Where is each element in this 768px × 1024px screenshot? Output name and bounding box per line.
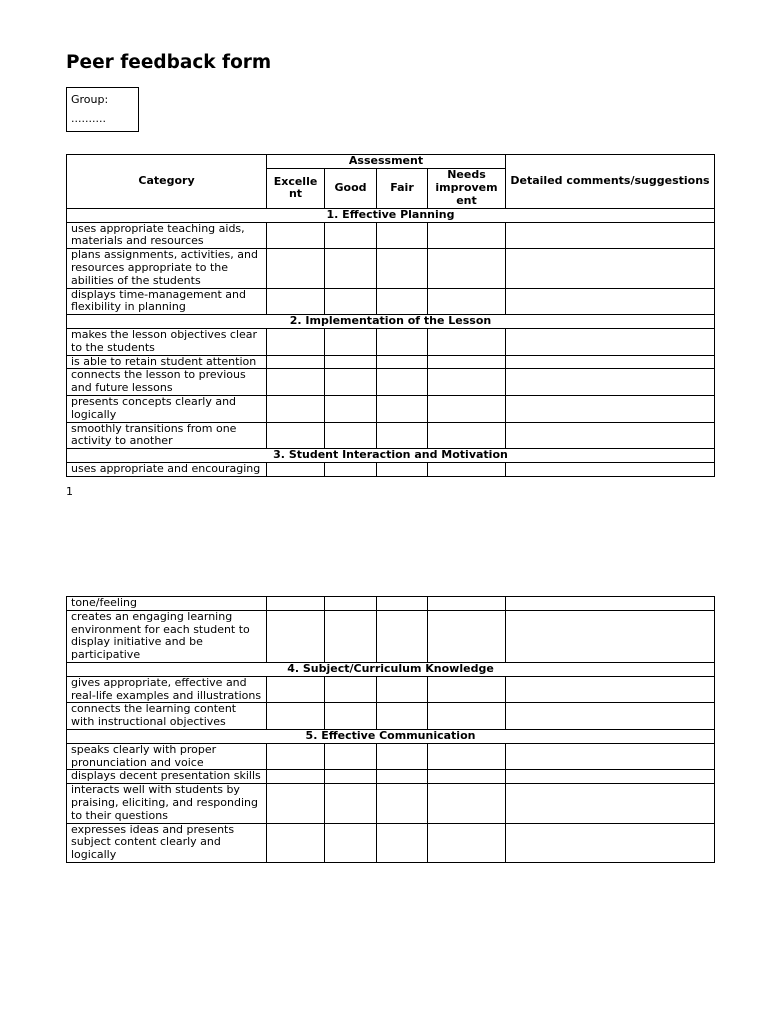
- rating-cell-fair[interactable]: [377, 249, 428, 288]
- comment-cell[interactable]: [506, 743, 715, 770]
- rating-cell-excellent[interactable]: [267, 770, 325, 784]
- rating-cell-needs-improvement[interactable]: [428, 355, 506, 369]
- comment-cell[interactable]: [506, 249, 715, 288]
- criterion-label: displays time-management and flexibility in planning: [67, 288, 267, 315]
- criterion-label: displays decent presentation skills: [67, 770, 267, 784]
- comment-cell[interactable]: [506, 676, 715, 703]
- criterion-label: is able to retain student attention: [67, 355, 267, 369]
- rating-cell-excellent[interactable]: [267, 597, 325, 611]
- rating-cell-fair[interactable]: [377, 703, 428, 730]
- page-number: 1: [66, 485, 73, 498]
- table-row: [67, 422, 715, 449]
- comment-cell[interactable]: [506, 610, 715, 662]
- rating-cell-good[interactable]: [325, 355, 377, 369]
- table-row: [67, 703, 715, 730]
- group-placeholder-dots: ..........: [71, 112, 106, 125]
- table-row: [67, 784, 715, 823]
- rating-cell-good[interactable]: [325, 823, 377, 862]
- rating-cell-fair[interactable]: [377, 222, 428, 249]
- criterion-label: creates an engaging learning environment for each student to display initiative and be participative: [67, 610, 267, 662]
- rating-cell-good[interactable]: [325, 743, 377, 770]
- group-label: Group:: [71, 93, 109, 106]
- comment-cell[interactable]: [506, 288, 715, 315]
- section-heading: 1. Effective Planning: [67, 208, 715, 222]
- rating-cell-needs-improvement[interactable]: [428, 743, 506, 770]
- rating-cell-fair[interactable]: [377, 784, 428, 823]
- rating-cell-fair[interactable]: [377, 462, 428, 476]
- rating-cell-good[interactable]: [325, 703, 377, 730]
- criterion-label: uses appropriate teaching aids, materials and resources: [67, 222, 267, 249]
- comment-cell[interactable]: [506, 462, 715, 476]
- rating-cell-good[interactable]: [325, 597, 377, 611]
- table-row: [67, 823, 715, 862]
- rating-cell-excellent[interactable]: [267, 395, 325, 422]
- rating-cell-excellent[interactable]: [267, 288, 325, 315]
- rating-cell-needs-improvement[interactable]: [428, 823, 506, 862]
- rating-cell-needs-improvement[interactable]: [428, 784, 506, 823]
- section-heading: 3. Student Interaction and Motivation: [67, 449, 715, 463]
- rating-cell-needs-improvement[interactable]: [428, 770, 506, 784]
- rating-cell-needs-improvement[interactable]: [428, 462, 506, 476]
- criterion-label: uses appropriate and encouraging: [67, 462, 267, 476]
- table-row: [67, 743, 715, 770]
- rating-cell-needs-improvement[interactable]: [428, 288, 506, 315]
- rating-cell-excellent[interactable]: [267, 355, 325, 369]
- rating-cell-good[interactable]: [325, 369, 377, 396]
- table-row: [67, 288, 715, 315]
- section-heading: 5. Effective Communication: [67, 729, 715, 743]
- page-title: Peer feedback form: [66, 52, 272, 73]
- rating-cell-good[interactable]: [325, 610, 377, 662]
- rating-cell-needs-improvement[interactable]: [428, 610, 506, 662]
- table-row: [67, 369, 715, 396]
- criterion-label: interacts well with students by praising, eliciting, and responding to their questions: [67, 784, 267, 823]
- criterion-label: expresses ideas and presents subject content clearly and logically: [67, 823, 267, 862]
- rating-cell-good[interactable]: [325, 676, 377, 703]
- header-excellent: Excelle nt: [267, 168, 325, 208]
- rating-cell-fair[interactable]: [377, 355, 428, 369]
- feedback-table-page-2: [66, 596, 715, 863]
- criterion-label: tone/feeling: [67, 597, 267, 611]
- rating-cell-excellent[interactable]: [267, 743, 325, 770]
- rating-cell-fair[interactable]: [377, 395, 428, 422]
- criterion-label: presents concepts clearly and logically: [67, 395, 267, 422]
- rating-cell-good[interactable]: [325, 784, 377, 823]
- rating-cell-excellent[interactable]: [267, 222, 325, 249]
- table-row: [67, 610, 715, 662]
- comment-cell[interactable]: [506, 395, 715, 422]
- comment-cell[interactable]: [506, 369, 715, 396]
- criterion-label: plans assignments, activities, and resources appropriate to the abilities of the students: [67, 249, 267, 288]
- rating-cell-excellent[interactable]: [267, 369, 325, 396]
- rating-cell-good[interactable]: [325, 770, 377, 784]
- rating-cell-excellent[interactable]: [267, 784, 325, 823]
- header-good: Good: [325, 168, 377, 208]
- rating-cell-fair[interactable]: [377, 369, 428, 396]
- comment-cell[interactable]: [506, 823, 715, 862]
- rating-cell-good[interactable]: [325, 395, 377, 422]
- rating-cell-needs-improvement[interactable]: [428, 422, 506, 449]
- rating-cell-fair[interactable]: [377, 610, 428, 662]
- rating-cell-needs-improvement[interactable]: [428, 676, 506, 703]
- comment-cell[interactable]: [506, 784, 715, 823]
- rating-cell-fair[interactable]: [377, 422, 428, 449]
- rating-cell-fair[interactable]: [377, 676, 428, 703]
- rating-cell-good[interactable]: [325, 222, 377, 249]
- rating-cell-excellent[interactable]: [267, 823, 325, 862]
- table-row: [67, 222, 715, 249]
- criterion-label: connects the lesson to previous and future lessons: [67, 369, 267, 396]
- rating-cell-fair[interactable]: [377, 597, 428, 611]
- comment-cell[interactable]: [506, 355, 715, 369]
- section-heading: 4. Subject/Curriculum Knowledge: [67, 662, 715, 676]
- rating-cell-good[interactable]: [325, 462, 377, 476]
- rating-cell-excellent[interactable]: [267, 328, 325, 355]
- rating-cell-excellent[interactable]: [267, 610, 325, 662]
- comment-cell[interactable]: [506, 703, 715, 730]
- rating-cell-excellent[interactable]: [267, 249, 325, 288]
- comment-cell[interactable]: [506, 597, 715, 611]
- rating-cell-excellent[interactable]: [267, 676, 325, 703]
- criterion-label: gives appropriate, effective and real-life examples and illustrations: [67, 676, 267, 703]
- table-row: [67, 355, 715, 369]
- rating-cell-good[interactable]: [325, 249, 377, 288]
- table-row: [67, 770, 715, 784]
- criterion-label: makes the lesson objectives clear to the students: [67, 328, 267, 355]
- header-comments: Detailed comments/suggestions: [506, 155, 715, 209]
- comment-cell[interactable]: [506, 770, 715, 784]
- rating-cell-needs-improvement[interactable]: [428, 222, 506, 249]
- rating-cell-fair[interactable]: [377, 770, 428, 784]
- header-needs-improvement: Needs improvem ent: [428, 168, 506, 208]
- rating-cell-good[interactable]: [325, 422, 377, 449]
- rating-cell-needs-improvement[interactable]: [428, 597, 506, 611]
- header-assessment: Assessment: [267, 155, 506, 169]
- rating-cell-needs-improvement[interactable]: [428, 369, 506, 396]
- comment-cell[interactable]: [506, 422, 715, 449]
- rating-cell-needs-improvement[interactable]: [428, 249, 506, 288]
- table-row: [67, 462, 715, 476]
- table-row: [67, 395, 715, 422]
- table-row: [67, 676, 715, 703]
- header-fair: Fair: [377, 168, 428, 208]
- table-row: [67, 597, 715, 611]
- rating-cell-good[interactable]: [325, 288, 377, 315]
- rating-cell-needs-improvement[interactable]: [428, 395, 506, 422]
- header-category: Category: [67, 155, 267, 209]
- rating-cell-needs-improvement[interactable]: [428, 703, 506, 730]
- criterion-label: smoothly transitions from one activity to another: [67, 422, 267, 449]
- rating-cell-fair[interactable]: [377, 823, 428, 862]
- section-heading: 2. Implementation of the Lesson: [67, 315, 715, 329]
- rating-cell-excellent[interactable]: [267, 703, 325, 730]
- comment-cell[interactable]: [506, 222, 715, 249]
- table-row: [67, 328, 715, 355]
- rating-cell-needs-improvement[interactable]: [428, 328, 506, 355]
- rating-cell-good[interactable]: [325, 328, 377, 355]
- rating-cell-fair[interactable]: [377, 288, 428, 315]
- comment-cell[interactable]: [506, 328, 715, 355]
- feedback-table-page-1: [66, 154, 715, 477]
- rating-cell-excellent[interactable]: [267, 422, 325, 449]
- criterion-label: connects the learning content with instructional objectives: [67, 703, 267, 730]
- rating-cell-fair[interactable]: [377, 328, 428, 355]
- rating-cell-excellent[interactable]: [267, 462, 325, 476]
- rating-cell-fair[interactable]: [377, 743, 428, 770]
- group-field[interactable]: [66, 87, 139, 132]
- table-row: [67, 249, 715, 288]
- criterion-label: speaks clearly with proper pronunciation and voice: [67, 743, 267, 770]
